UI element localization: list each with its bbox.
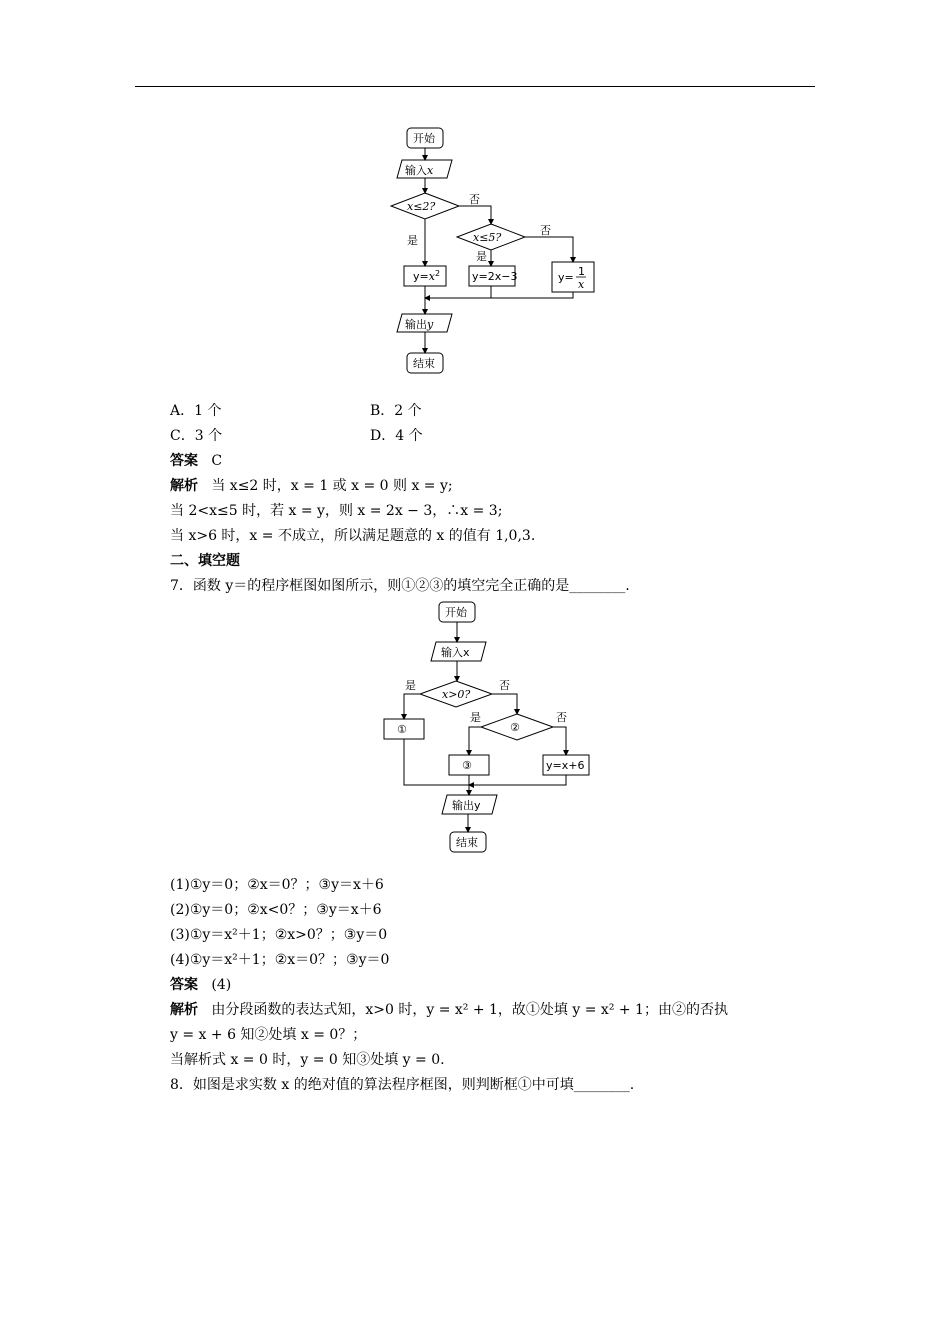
q7-stem: 7．函数 y＝的程序框图如图所示，则①②③的填空完全正确的是________. <box>170 578 630 594</box>
fc2-start-label: 开始 <box>445 606 467 619</box>
box2-label: y=2x−3 <box>472 270 518 283</box>
q7-analysis-1: 解析 由分段函数的表达式知，x>0 时，y = x² + 1，故①处填 y = x² + 1；由②的否执 <box>170 1002 728 1018</box>
q7-analysis-3: 当解析式 x = 0 时，y = 0 知③处填 y = 0. <box>170 1052 445 1068</box>
end-label: 结束 <box>413 357 435 370</box>
section-title: 二、填空题 <box>170 553 240 569</box>
q7-answer: 答案 (4) <box>170 977 232 993</box>
fc2-input-label: 输入x <box>441 646 470 659</box>
fc2-cond2-label: ② <box>510 721 520 734</box>
q8-stem: 8．如图是求实数 x 的绝对值的算法程序框图，则判断框①中可填________. <box>170 1077 635 1093</box>
q7-option-2: (2)①y＝0；②x<0？；③y＝x＋6 <box>170 902 382 918</box>
cond1-label: x≤2? <box>407 200 436 213</box>
box3-num: 1 <box>578 265 585 278</box>
input-label: 输入x <box>405 164 434 177</box>
q6-analysis-3: 当 x>6 时，x = 不成立，所以满足题意的 x 的值有 1,0,3. <box>170 528 536 544</box>
q6-analysis-1: 解析 当 x≤2 时，x = 1 或 x = 0 则 x = y; <box>170 478 453 494</box>
start-label: 开始 <box>413 132 435 145</box>
fc2-yes-1: 是 <box>405 679 416 692</box>
yes-label-2: 是 <box>476 250 487 263</box>
q6-answer: 答案 C <box>170 453 223 469</box>
option-d: D．4 个 <box>370 428 423 444</box>
cond2-label: x≤5? <box>473 231 502 244</box>
fc2-no-1: 否 <box>499 679 510 692</box>
fc2-cond-label: x>0? <box>442 688 471 701</box>
yes-label-1: 是 <box>407 234 418 247</box>
fc2-box-1-label: ① <box>397 723 407 736</box>
q7-option-4: (4)①y＝x²＋1；②x＝0？；③y＝0 <box>170 952 390 968</box>
box3-den: x <box>578 278 585 291</box>
fc2-end-label: 结束 <box>456 836 478 849</box>
fc2-no-2: 否 <box>556 711 567 724</box>
fc2-output-label: 输出y <box>452 799 481 812</box>
output-label: 输出y <box>405 318 434 331</box>
q7-option-1: (1)①y＝0；②x＝0？；③y＝x＋6 <box>170 877 384 893</box>
box1-label: $y=x^2$ <box>413 269 441 283</box>
fc2-box-4-label: y=x+6 <box>546 759 585 772</box>
option-c: C．3 个 <box>170 428 223 444</box>
fc2-box-3-label: ③ <box>462 759 472 772</box>
option-b: B．2 个 <box>370 403 422 419</box>
q6-analysis-2: 当 2<x≤5 时，若 x = y，则 x = 2x − 3，∴x = 3; <box>170 503 503 519</box>
no-label-1: 否 <box>469 193 480 206</box>
box3-y: y= <box>558 271 574 284</box>
fc2-yes-2: 是 <box>470 711 481 724</box>
option-a: A．1 个 <box>170 403 222 419</box>
q7-option-3: (3)①y＝x²＋1；②x>0？；③y＝0 <box>170 927 388 943</box>
no-label-2: 否 <box>540 224 551 237</box>
q7-analysis-2: y = x + 6 知②处填 x = 0？； <box>170 1027 367 1043</box>
